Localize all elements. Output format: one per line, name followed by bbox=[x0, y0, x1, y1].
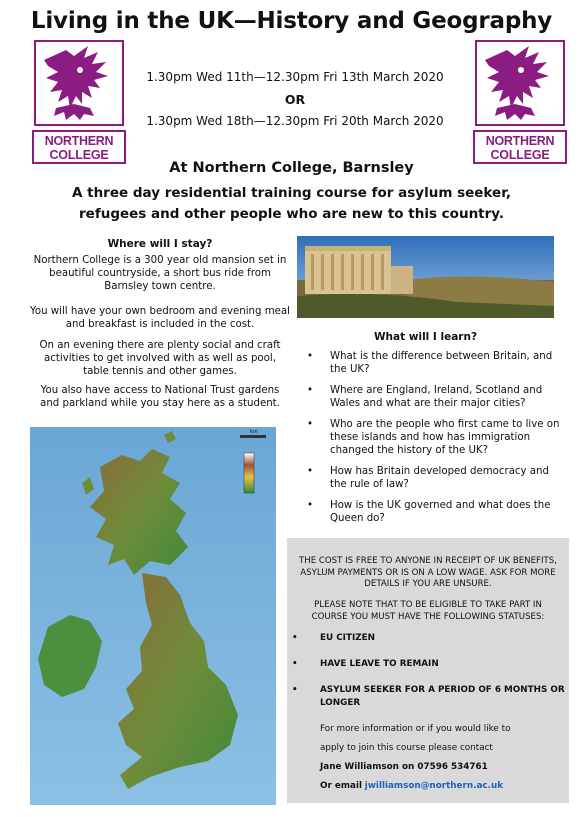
stay-heading: Where will I stay? bbox=[107, 238, 213, 250]
stay-paragraph: On an evening there are plenty social and craft activities to get involved with as well as pool, table tennis and other games. bbox=[39, 340, 281, 377]
northern-college-logo bbox=[30, 40, 128, 168]
page-title: Living in the UK—History and Geography bbox=[30, 8, 553, 34]
date-option-1: 1.30pm Wed 11th—12.30pm Fri 13th March 2020 bbox=[146, 70, 444, 84]
northern-college-logo bbox=[471, 40, 569, 168]
course-subtitle: A three day residential training course for asylum seeker, refugees and other people who are new to this country. bbox=[71, 185, 512, 222]
date-option-2: 1.30pm Wed 18th—12.30pm Fri 20th March 2020 bbox=[146, 114, 444, 128]
map-scale-label: km bbox=[250, 429, 258, 435]
list-item: • Who are the people who first came to live on these islands and how has immigration changed the history of the UK? bbox=[307, 419, 560, 456]
cost-info-box bbox=[287, 538, 569, 803]
stay-paragraph: You also have access to National Trust gardens and parkland while you stay here as a student. bbox=[40, 385, 280, 409]
griffin-emblem-icon bbox=[475, 40, 565, 126]
list-item: • What is the difference between Britain, and the UK? bbox=[307, 351, 553, 375]
contact-info: For more information or if you would like to apply to join this course please contact Jane Williamson on 07596 534761 Or email jwilliamson@northern.ac.uk bbox=[320, 720, 565, 796]
learn-list bbox=[297, 350, 562, 533]
uk-relief-map bbox=[30, 427, 276, 805]
list-item: • How is the UK governed and what does the Queen do? bbox=[307, 500, 551, 524]
mansion-photo bbox=[297, 236, 554, 318]
list-item: • How has Britain developed democracy and the rule of law? bbox=[307, 466, 549, 490]
stay-paragraph: You will have your own bedroom and evening meal and breakfast is included in the cost. bbox=[30, 306, 290, 330]
eligibility-note: PLEASE NOTE THAT TO BE ELIGIBLE TO TAKE PART IN COURSE YOU MUST HAVE THE FOLLOWING STATUSES: bbox=[311, 600, 545, 622]
cost-intro: THE COST IS FREE TO ANYONE IN RECEIPT OF UK BENEFITS, ASYLUM PAYMENTS OR IS ON A LOW WAGE. ASK FOR MORE DETAILS IF YOU ARE UNSURE. bbox=[299, 556, 557, 589]
venue: At Northern College, Barnsley bbox=[169, 160, 414, 176]
list-item: • EU CITIZEN bbox=[292, 633, 375, 643]
list-item: • Where are England, Ireland, Scotland and Wales and what are their major cities? bbox=[307, 385, 543, 409]
date-or: OR bbox=[284, 92, 306, 107]
contact-email-link[interactable]: jwilliamson@northern.ac.uk bbox=[364, 781, 504, 791]
stay-paragraph: Northern College is a 300 year old mansion set in beautiful countryside, a short bus ride from Barnsley town centre. bbox=[33, 255, 287, 292]
learn-heading: What will I learn? bbox=[373, 331, 478, 343]
status-list bbox=[287, 632, 569, 710]
college-wordmark: NORTHERN COLLEGE bbox=[32, 130, 126, 164]
college-wordmark: NORTHERN COLLEGE bbox=[473, 130, 567, 164]
griffin-emblem-icon bbox=[34, 40, 124, 126]
contact-name: Jane Williamson on 07596 534761 bbox=[320, 762, 488, 772]
list-item: • ASYLUM SEEKER FOR A PERIOD OF 6 MONTHS OR LONGER bbox=[292, 685, 565, 708]
list-item: • HAVE LEAVE TO REMAIN bbox=[292, 659, 439, 669]
